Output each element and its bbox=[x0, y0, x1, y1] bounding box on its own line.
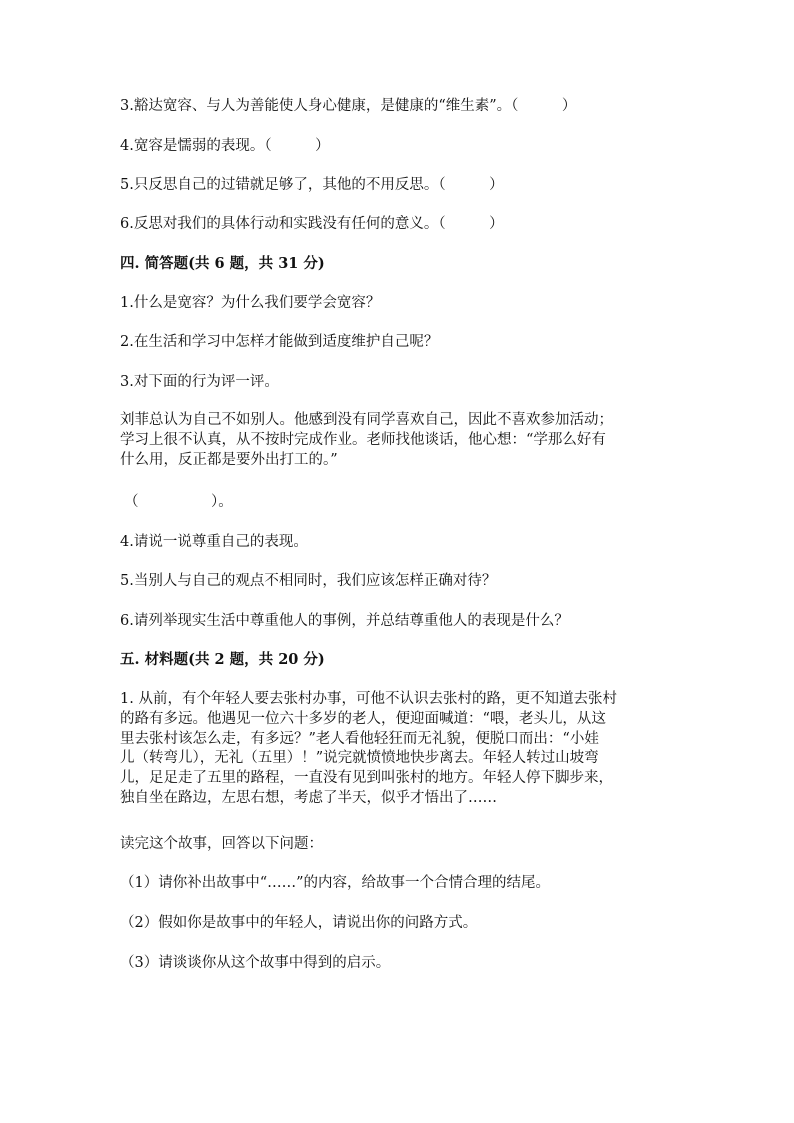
judgment-item-6: 6.反思对我们的具体行动和实践没有任何的意义。（ ） bbox=[120, 216, 504, 232]
story-line: 独自坐在路边，左思右想，考虑了半天，似乎才悟出了…… bbox=[120, 789, 497, 806]
story-prompt: 读完这个故事，回答以下问题： bbox=[120, 836, 323, 852]
q3-passage-line: 刘菲总认为自己不如别人。他感到没有同学喜欢自己，因此不喜欢参加活动； bbox=[120, 412, 613, 428]
short-answer-q6: 6.请列举现实生活中尊重他人的事例，并总结尊重他人的表现是什么？ bbox=[120, 613, 569, 629]
q3-answer-blank: （ ）。 bbox=[124, 494, 233, 510]
short-answer-q2: 2.在生活和学习中怎样才能做到适度维护自己呢？ bbox=[120, 334, 439, 350]
judgment-item-3: 3.豁达宽容、与人为善能使人身心健康，是健康的“维生素”。（ ） bbox=[120, 98, 577, 114]
story-line: 里去张村该怎么走，有多远？”老人看他轻狂而无礼貌，便脱口而出：“小娃 bbox=[120, 730, 599, 747]
story-line: 儿（转弯儿），无礼（五里）！”说完就愤愤地快步离去。年轻人转过山坡弯 bbox=[120, 750, 599, 767]
story-question-1: （1）请你补出故事中“……”的内容，给故事一个合情合理的结尾。 bbox=[120, 875, 551, 891]
q3-passage-line: 什么用，反正都是要外出打工的。” bbox=[120, 451, 338, 468]
story-line: 的路有多远。他遇见一位六十多岁的老人，便迎面喊道：“喂，老头儿，从这 bbox=[120, 710, 606, 727]
short-answer-q4: 4.请说一说尊重自己的表现。 bbox=[120, 534, 308, 550]
story-line: 1. 从前，有个年轻人要去张村办事，可他不认识去张村的路，更不知道去张村 bbox=[120, 691, 617, 707]
judgment-item-4: 4.宽容是懦弱的表现。（ ） bbox=[120, 138, 330, 154]
judgment-item-5: 5.只反思自己的过错就足够了，其他的不用反思。（ ） bbox=[120, 177, 504, 193]
section-5-heading: 五. 材料题(共 2 题，共 20 分) bbox=[120, 651, 325, 668]
short-answer-q5: 5.当别人与自己的观点不相同时，我们应该怎样正确对待？ bbox=[120, 573, 497, 589]
story-question-2: （2）假如你是故事中的年轻人，请说出你的问路方式。 bbox=[120, 915, 478, 931]
story-passage bbox=[120, 690, 668, 809]
section-4-heading: 四. 简答题(共 6 题，共 31 分) bbox=[120, 255, 325, 272]
short-answer-q3: 3.对下面的行为评一评。 bbox=[120, 374, 279, 390]
story-line: 儿，足足走了五里的路程，一直没有见到叫张村的地方。年轻人停下脚步来， bbox=[120, 770, 613, 787]
q3-passage-line: 学习上很不认真，从不按时完成作业。老师找他谈话，他心想：“学那么好有 bbox=[120, 431, 606, 448]
short-answer-q1: 1.什么是宽容？为什么我们要学会宽容？ bbox=[120, 295, 381, 311]
story-question-3: （3）请谈谈你从这个故事中得到的启示。 bbox=[120, 955, 391, 971]
q3-passage bbox=[120, 411, 668, 470]
